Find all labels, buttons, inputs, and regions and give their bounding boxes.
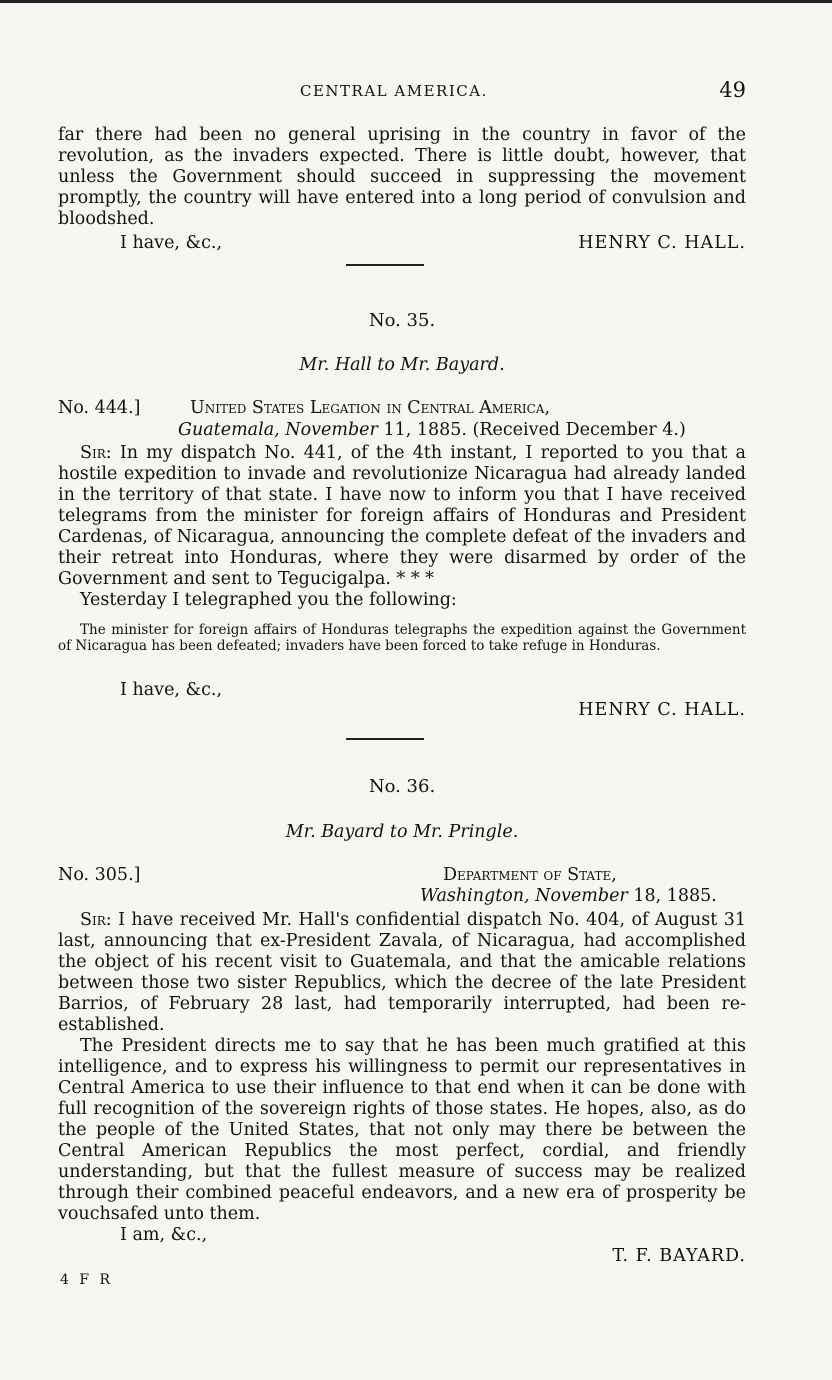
paragraph (58, 910, 746, 1036)
signature: T. F. BAYARD. (612, 1246, 746, 1266)
paragraph-text: In my dispatch No. 441, of the 4th instant, I reported to you that a hostile expedition to invade and revolutionize Nicaragua had already landed in the territory of that state. I have now to inform you that I have received telegrams from the minister for foreign affairs of Honduras and President Cardenas, of Nicaragua, announcing the complete defeat of the invaders and their retreat into Honduras, where they were disarmed by order of the Government and sent to Tegucigalpa. * * * (58, 443, 746, 589)
document-heading: Mr. Hall to Mr. Bayard. (299, 355, 505, 375)
dateline-place: Guatemala, November (178, 420, 378, 440)
closing: I am, &c., (120, 1225, 208, 1245)
dispatch-reference: No. 444.] (58, 398, 141, 418)
signature-mark: 4 F R (60, 1272, 114, 1288)
page-number: 49 (719, 78, 746, 102)
paragraph-text: Yesterday I telegraphed you the following: (80, 590, 457, 610)
salutation: Sir: (80, 443, 112, 463)
closing: I have, &c., (120, 680, 223, 700)
salutation: Sir: (80, 910, 112, 930)
running-title: CENTRAL AMERICA. (300, 82, 488, 100)
top-border (0, 0, 832, 3)
sender-address: Department of State, (443, 865, 617, 885)
dateline (420, 886, 717, 906)
dateline (178, 420, 686, 440)
letter-body (58, 443, 746, 611)
quoted-telegram (58, 622, 746, 654)
letter-body (58, 910, 746, 1225)
section-divider (346, 738, 424, 740)
document-number: No. 35. (368, 310, 436, 331)
signature: HENRY C. HALL. (578, 700, 746, 720)
dateline-date: 11, 1885. (Received December 4.) (383, 420, 686, 440)
dateline-place: Washington, November (420, 886, 628, 906)
document-heading: Mr. Bayard to Mr. Pringle. (285, 822, 519, 842)
paragraph-text: I have received Mr. Hall's confidential dispatch No. 404, of August 31 last, announcing that ex-President Zavala, of Nicaragua, had accomplished the object of his recent visit to Guatemala, and that the amicable relations between those two sister Republics, which the decree of the late President Barrios, of February 28 last, had temporarily interrupted, had been re-established. (58, 910, 746, 1035)
closing: I have, &c., (120, 233, 223, 253)
signature: HENRY C. HALL. (578, 233, 746, 253)
dispatch-reference: No. 305.] (58, 865, 141, 885)
paragraph (58, 443, 746, 590)
document-number: No. 36. (368, 776, 436, 797)
sender-address: United States Legation in Central America, (190, 398, 551, 418)
telegram-text: The minister for foreign affairs of Honduras telegraphs the expedition against the Government of Nicaragua has been defeated; invaders have been forced to take refuge in Honduras. (58, 622, 746, 654)
running-header (58, 78, 746, 104)
section-divider (346, 264, 424, 266)
continued-paragraph (58, 125, 746, 230)
paragraph-text: far there had been no general uprising in the country in favor of the revolution, as the invaders expected. There is little doubt, however, that unless the Government should succeed in suppressing the movement promptly, the country will have entered into a long period of convulsion and bloodshed. (58, 125, 746, 229)
dateline-date: 18, 1885. (633, 886, 717, 906)
paragraph-text: The President directs me to say that he has been much gratified at this intelligence, and to express his willingness to permit our representatives in Central America to use their influence to that end when it can be done with full recognition of the sovereign rights of those states. He hopes, also, as do the people of the United States, that not only may there be between the Central American Republics the most perfect, cordial, and friendly understanding, but that the fullest measure of success may be realized through their combined peaceful endeavors, and a new era of prosperity be vouchsafed unto them. (58, 1036, 746, 1224)
